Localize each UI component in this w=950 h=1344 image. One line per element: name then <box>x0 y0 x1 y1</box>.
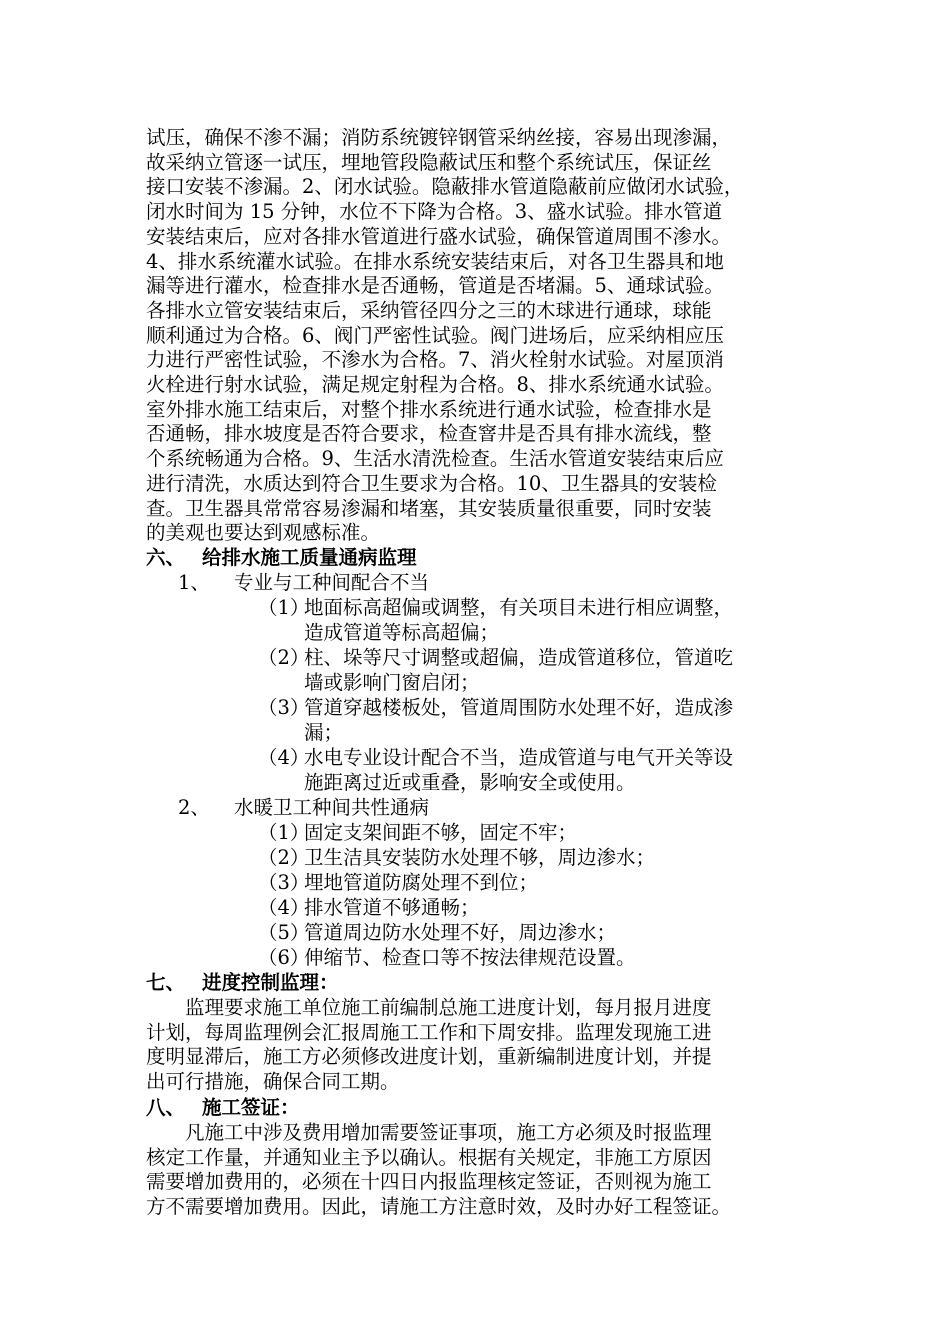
intro-line: 4、排水系统灌水试验。在排水系统安装结束后，对各卫生器具和地 <box>146 249 724 273</box>
intro-line: 进行清洗，水质达到符合卫生要求为合格。10、卫生器具的安装检 <box>146 471 717 495</box>
section-6-title: 给排水施工质量通病监理 <box>202 546 417 569</box>
list-item-continuation: 施距离过近或重叠，影响安全或使用。 <box>304 770 636 794</box>
paragraph-line: 度明显滞后，施工方必须修改进度计划，重新编制进度计划，并提 <box>146 1045 712 1069</box>
list-item <box>258 846 810 871</box>
intro-line: 的美观也要达到观感标准。 <box>146 521 381 545</box>
section-7-title: 进度控制监理： <box>202 971 339 994</box>
section-6-heading <box>146 546 417 571</box>
list-marker: （5） <box>258 921 310 944</box>
list-item-text: 管道穿越楼板处，管道周围防水处理不好，造成渗 <box>304 696 734 719</box>
subsection-1-number: 1、 <box>178 571 210 594</box>
section-6-number: 六、 <box>146 546 186 569</box>
subsection-1-title: 专业与工种间配合不当 <box>234 571 430 594</box>
intro-line: 安装结束后，应对各排水管道进行盛水试验，确保管道周围不渗水。 <box>146 224 732 248</box>
list-item-continuation: 墙或影响门窗启闭； <box>304 670 480 694</box>
list-item-text: 柱、垛等尺寸调整或超偏，造成管道移位，管道吃 <box>304 646 734 669</box>
paragraph-line: 计划，每周监理例会汇报周施工工作和下周安排。监理发现施工进 <box>146 1020 712 1044</box>
list-marker: （2） <box>258 846 310 869</box>
intro-line: 顺利通过为合格。6、阀门严密性试验。阀门进场后，应采纳相应压 <box>146 323 724 347</box>
list-marker: （6） <box>258 946 310 969</box>
intro-line: 各排水立管安装结束后，采纳管径四分之三的木球进行通球，球能 <box>146 298 712 322</box>
list-marker: （3） <box>258 871 310 894</box>
intro-line: 漏等进行灌水，检查排水是否通畅，管道是否堵漏。5、通球试验。 <box>146 274 724 298</box>
intro-line: 力进行严密性试验，不渗水为合格。7、消火栓射水试验。对屋顶消 <box>146 348 724 372</box>
section-8-title: 施工签证： <box>202 1096 300 1119</box>
paragraph-line: 出可行措施，确保合同工期。 <box>146 1070 400 1094</box>
intro-line: 查。卫生器具常常容易渗漏和堵塞，其安装质量很重要，同时安装 <box>146 496 712 520</box>
subsection-2-heading <box>178 796 429 821</box>
paragraph-line: 需要增加费用的，必须在十四日内报监理核定签证，否则视为施工 <box>146 1170 712 1194</box>
list-item-text: 排水管道不够通畅； <box>304 896 480 919</box>
paragraph-line: 方不需要增加费用。因此，请施工方注意时效，及时办好工程签证。 <box>146 1195 732 1219</box>
section-8-number: 八、 <box>146 1096 186 1119</box>
subsection-2-number: 2、 <box>178 796 210 819</box>
intro-line: 室外排水施工结束后，对整个排水系统进行通水试验，检查排水是 <box>146 397 712 421</box>
list-item <box>258 646 810 695</box>
list-item-continuation: 造成管道等标高超偏； <box>304 620 500 644</box>
intro-line: 接口安装不渗漏。2、闭水试验。隐蔽排水管道隐蔽前应做闭水试验， <box>146 175 744 199</box>
list-item <box>258 896 810 921</box>
list-item-text: 固定支架间距不够，固定不牢； <box>304 821 578 844</box>
list-marker: （1） <box>258 821 310 844</box>
list-marker: （1） <box>258 596 310 619</box>
list-item-text: 地面标高超偏或调整，有关项目未进行相应调整， <box>304 596 734 619</box>
list-item <box>258 921 810 946</box>
list-item-text: 管道周边防水处理不好，周边渗水； <box>304 921 617 944</box>
intro-line: 否通畅，排水坡度是否符合要求，检查窨井是否具有排水流线，整 <box>146 422 712 446</box>
list-item <box>258 746 810 795</box>
intro-line: 试压，确保不渗不漏；消防系统镀锌钢管采纳丝接，容易出现渗漏， <box>146 126 732 149</box>
intro-paragraph <box>146 126 810 546</box>
list-item-text: 埋地管道防腐处理不到位； <box>304 871 539 894</box>
section-8-heading <box>146 1096 300 1121</box>
intro-line: 闭水时间为 15 分钟，水位不下降为合格。3、盛水试验。排水管道 <box>146 200 723 224</box>
list-marker: （4） <box>258 896 310 919</box>
list-marker: （2） <box>258 646 310 669</box>
intro-line: 个系统畅通为合格。9、生活水清洗检查。生活水管道安装结束后应 <box>146 447 724 471</box>
paragraph-line: 核定工作量，并通知业主予以确认。根据有关规定，非施工方原因 <box>146 1145 712 1169</box>
subsection-1-heading <box>178 571 429 596</box>
list-item <box>258 696 810 745</box>
list-item-text: 水电专业设计配合不当，造成管道与电气开关等设 <box>304 746 734 769</box>
list-marker: （3） <box>258 696 310 719</box>
intro-line: 火栓进行射水试验，满足规定射程为合格。8、排水系统通水试验。 <box>146 373 724 397</box>
paragraph-line: 监理要求施工单位施工前编制总施工进度计划，每月报月进度 <box>146 996 712 1019</box>
list-item <box>258 946 810 971</box>
list-item-text: 伸缩节、检查口等不按法律规范设置。 <box>304 946 636 969</box>
subsection-2-title: 水暖卫工种间共性通病 <box>234 796 430 819</box>
list-item-continuation: 漏； <box>304 720 344 744</box>
section-7-heading <box>146 971 339 996</box>
list-marker: （4） <box>258 746 310 769</box>
list-item <box>258 871 810 896</box>
list-item <box>258 596 810 645</box>
section-7-paragraph <box>146 996 810 1095</box>
section-8-paragraph <box>146 1121 810 1220</box>
list-item-text: 卫生洁具安装防水处理不够，周边渗水； <box>304 846 656 869</box>
intro-line: 故采纳立管逐一试压，埋地管段隐蔽试压和整个系统试压，保证丝 <box>146 150 712 174</box>
list-item <box>258 821 810 846</box>
paragraph-line: 凡施工中涉及费用增加需要签证事项，施工方必须及时报监理 <box>146 1121 712 1144</box>
section-7-number: 七、 <box>146 971 186 994</box>
